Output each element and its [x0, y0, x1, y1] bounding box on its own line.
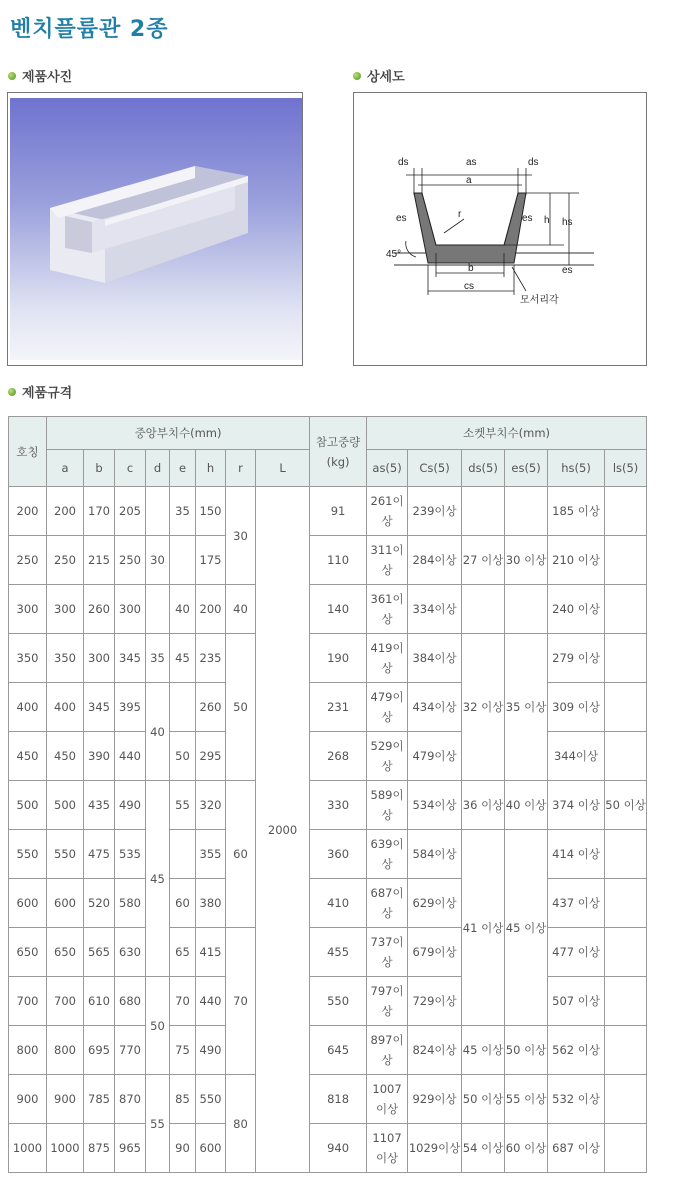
cell-ds: 27 이상 [462, 536, 505, 585]
cell-hs: 240 이상 [548, 585, 605, 634]
cell-as: 361이상 [367, 585, 408, 634]
cell-cs: 384이상 [408, 634, 462, 683]
cell-as: 311이상 [367, 536, 408, 585]
header-col-r: r [226, 450, 256, 487]
cell-ls-empty [605, 683, 647, 732]
cell-ds: 54 이상 [462, 1124, 505, 1173]
cell-hocheong: 600 [9, 879, 47, 928]
photo-section-heading [8, 66, 72, 85]
cell-e: 60 [170, 879, 196, 928]
cell-h: 380 [196, 879, 226, 928]
cell-ds: 41 이상 [462, 830, 505, 1026]
cell-hocheong: 800 [9, 1026, 47, 1075]
cell-d: 35 [146, 634, 170, 683]
cell-e: 65 [170, 928, 196, 977]
cell-ds: 36 이상 [462, 781, 505, 830]
cell-a: 200 [47, 487, 84, 536]
header-col-d: d [146, 450, 170, 487]
cell-weight: 268 [310, 732, 367, 781]
cell-b: 300 [84, 634, 115, 683]
cell-ls-empty [605, 585, 647, 634]
cell-ls-empty [605, 1026, 647, 1075]
cell-hs: 562 이상 [548, 1026, 605, 1075]
cell-d-empty [146, 585, 170, 634]
header-hocheong: 호칭 [9, 417, 47, 487]
cell-as: 261이상 [367, 487, 408, 536]
header-col-e: e [170, 450, 196, 487]
cell-as: 1107 이상 [367, 1124, 408, 1173]
cell-hs: 344이상 [548, 732, 605, 781]
detail-drawing-frame [353, 92, 647, 366]
cell-ls-empty [605, 634, 647, 683]
cell-r: 70 [226, 928, 256, 1075]
cell-as: 419이상 [367, 634, 408, 683]
cell-weight: 190 [310, 634, 367, 683]
cell-weight: 330 [310, 781, 367, 830]
cell-ls-empty [605, 928, 647, 977]
cell-b: 260 [84, 585, 115, 634]
product-photo-frame [7, 92, 303, 366]
flume-channel-image [10, 98, 302, 360]
cell-a: 900 [47, 1075, 84, 1124]
label-es-left: es [396, 213, 407, 224]
product-photo [10, 98, 302, 360]
table-row [9, 536, 647, 585]
cell-h: 175 [196, 536, 226, 585]
cell-hs: 437 이상 [548, 879, 605, 928]
cell-c: 580 [115, 879, 146, 928]
cell-as: 897이상 [367, 1026, 408, 1075]
cell-hocheong: 450 [9, 732, 47, 781]
table-row [9, 683, 647, 732]
cell-h: 355 [196, 830, 226, 879]
cell-c: 870 [115, 1075, 146, 1124]
cell-h: 600 [196, 1124, 226, 1173]
cell-c: 630 [115, 928, 146, 977]
cell-e [170, 683, 196, 732]
cell-hocheong: 500 [9, 781, 47, 830]
spec-section-label: 제품규격 [22, 386, 73, 401]
cell-ls-empty [605, 732, 647, 781]
cell-hocheong: 350 [9, 634, 47, 683]
table-row [9, 928, 647, 977]
cell-hs: 477 이상 [548, 928, 605, 977]
cell-b: 695 [84, 1026, 115, 1075]
cell-cs: 284이상 [408, 536, 462, 585]
page-title: 벤치플륨관 2종 [10, 17, 169, 42]
label-b: b [468, 263, 474, 274]
cell-b: 345 [84, 683, 115, 732]
cell-weight: 110 [310, 536, 367, 585]
cell-cs: 729이상 [408, 977, 462, 1026]
label-h: h [544, 215, 550, 226]
label-angle: 45° [386, 249, 402, 260]
cell-h: 260 [196, 683, 226, 732]
cell-ds-empty [462, 585, 505, 634]
cell-cs: 584이상 [408, 830, 462, 879]
cell-as: 529이상 [367, 732, 408, 781]
cell-e [170, 830, 196, 879]
cell-ds: 45 이상 [462, 1026, 505, 1075]
cell-a: 650 [47, 928, 84, 977]
cell-c: 490 [115, 781, 146, 830]
cell-cs: 334이상 [408, 585, 462, 634]
table-row [9, 879, 647, 928]
cell-e: 35 [170, 487, 196, 536]
label-hs: hs [562, 217, 573, 228]
cell-b: 390 [84, 732, 115, 781]
cell-a: 450 [47, 732, 84, 781]
cell-weight: 140 [310, 585, 367, 634]
cell-c: 535 [115, 830, 146, 879]
cell-es: 30 이상 [505, 536, 548, 585]
cell-r: 50 [226, 634, 256, 781]
label-r: r [458, 209, 462, 220]
cell-h: 490 [196, 1026, 226, 1075]
cell-h: 150 [196, 487, 226, 536]
header-col-as: as(5) [367, 450, 408, 487]
cell-a: 350 [47, 634, 84, 683]
table-row [9, 1075, 647, 1124]
cell-ls-empty [605, 487, 647, 536]
table-row [9, 585, 647, 634]
header-col-es: es(5) [505, 450, 548, 487]
cell-b: 520 [84, 879, 115, 928]
cell-hocheong: 550 [9, 830, 47, 879]
cell-cs: 534이상 [408, 781, 462, 830]
spec-table [8, 416, 647, 1173]
cell-weight: 550 [310, 977, 367, 1026]
cell-h: 295 [196, 732, 226, 781]
cell-cs: 929이상 [408, 1075, 462, 1124]
table-row [9, 487, 647, 536]
header-col-h: h [196, 450, 226, 487]
cell-e: 70 [170, 977, 196, 1026]
cell-b: 475 [84, 830, 115, 879]
cell-c: 345 [115, 634, 146, 683]
cell-c: 965 [115, 1124, 146, 1173]
spec-section-heading [8, 382, 72, 401]
cell-ds-empty [462, 487, 505, 536]
cell-c: 300 [115, 585, 146, 634]
cell-cs: 479이상 [408, 732, 462, 781]
cell-es: 45 이상 [505, 830, 548, 1026]
cell-hs: 309 이상 [548, 683, 605, 732]
cell-ds: 32 이상 [462, 634, 505, 781]
cell-weight: 818 [310, 1075, 367, 1124]
cell-e: 90 [170, 1124, 196, 1173]
cell-h: 440 [196, 977, 226, 1026]
cell-ls-empty [605, 536, 647, 585]
cell-a: 250 [47, 536, 84, 585]
cell-c: 395 [115, 683, 146, 732]
table-row [9, 781, 647, 830]
cell-c: 205 [115, 487, 146, 536]
cell-e: 40 [170, 585, 196, 634]
cell-e: 45 [170, 634, 196, 683]
cell-hocheong: 900 [9, 1075, 47, 1124]
cell-as: 737이상 [367, 928, 408, 977]
detail-section-heading [353, 66, 405, 85]
cell-h: 320 [196, 781, 226, 830]
cell-c: 680 [115, 977, 146, 1026]
cell-hs: 185 이상 [548, 487, 605, 536]
cell-es: 40 이상 [505, 781, 548, 830]
cell-hocheong: 300 [9, 585, 47, 634]
cell-h: 550 [196, 1075, 226, 1124]
cell-e: 75 [170, 1026, 196, 1075]
cell-weight: 940 [310, 1124, 367, 1173]
cell-d-empty [146, 487, 170, 536]
cell-weight: 645 [310, 1026, 367, 1075]
cell-hs: 687 이상 [548, 1124, 605, 1173]
label-ds-left: ds [398, 157, 409, 168]
cell-h: 200 [196, 585, 226, 634]
table-row [9, 977, 647, 1026]
table-row [9, 732, 647, 781]
cell-a: 400 [47, 683, 84, 732]
cell-a: 500 [47, 781, 84, 830]
cell-cs: 1029이상 [408, 1124, 462, 1173]
cell-cs: 434이상 [408, 683, 462, 732]
cell-a: 550 [47, 830, 84, 879]
header-col-ls: ls(5) [605, 450, 647, 487]
cell-hocheong: 400 [9, 683, 47, 732]
cell-h: 235 [196, 634, 226, 683]
cell-r: 30 [226, 487, 256, 585]
cell-a: 600 [47, 879, 84, 928]
cell-es: 35 이상 [505, 634, 548, 781]
cell-hs: 279 이상 [548, 634, 605, 683]
cell-es: 55 이상 [505, 1075, 548, 1124]
label-cs: cs [464, 281, 474, 292]
header-col-b: b [84, 450, 115, 487]
header-col-c: c [115, 450, 146, 487]
cell-ls: 50 이상 [605, 781, 647, 830]
cell-d: 45 [146, 781, 170, 977]
cell-cs: 824이상 [408, 1026, 462, 1075]
cell-b: 610 [84, 977, 115, 1026]
cell-as: 479이상 [367, 683, 408, 732]
cell-weight: 455 [310, 928, 367, 977]
photo-section-label: 제품사진 [22, 70, 73, 85]
label-ds-right: ds [528, 157, 539, 168]
label-es-bottom: es [562, 265, 573, 276]
header-col-a: a [47, 450, 84, 487]
cell-as: 797이상 [367, 977, 408, 1026]
table-row [9, 634, 647, 683]
cell-hs: 210 이상 [548, 536, 605, 585]
cell-d: 30 [146, 536, 170, 585]
cell-b: 170 [84, 487, 115, 536]
cell-weight: 360 [310, 830, 367, 879]
header-socket-dims: 소켓부치수(mm) [367, 417, 647, 450]
header-weight: 참고중량(kg) [310, 417, 367, 487]
cell-hs: 532 이상 [548, 1075, 605, 1124]
cell-hs: 414 이상 [548, 830, 605, 879]
cross-section-diagram [354, 93, 646, 365]
label-es-right: es [522, 213, 533, 224]
cell-ls-empty [605, 1124, 647, 1173]
green-bullet-icon [8, 72, 16, 80]
cell-c: 250 [115, 536, 146, 585]
cell-a: 1000 [47, 1124, 84, 1173]
table-row [9, 830, 647, 879]
cell-cs: 629이상 [408, 879, 462, 928]
cell-weight: 231 [310, 683, 367, 732]
cell-hs: 507 이상 [548, 977, 605, 1026]
header-center-dims: 중앙부치수(mm) [47, 417, 310, 450]
cell-hocheong: 650 [9, 928, 47, 977]
cell-a: 300 [47, 585, 84, 634]
cell-b: 785 [84, 1075, 115, 1124]
cell-h: 415 [196, 928, 226, 977]
detail-section-label: 상세도 [367, 70, 405, 85]
label-a: a [466, 175, 472, 186]
cell-weight: 410 [310, 879, 367, 928]
header-col-hs: hs(5) [548, 450, 605, 487]
header-col-ds: ds(5) [462, 450, 505, 487]
cell-ds: 50 이상 [462, 1075, 505, 1124]
cell-cs: 239이상 [408, 487, 462, 536]
green-bullet-icon [8, 388, 16, 396]
label-as: as [466, 157, 477, 168]
cell-r: 40 [226, 585, 256, 634]
cell-ls-empty [605, 830, 647, 879]
cell-b: 565 [84, 928, 115, 977]
cell-a: 800 [47, 1026, 84, 1075]
green-bullet-icon [353, 72, 361, 80]
cell-e: 50 [170, 732, 196, 781]
cell-c: 440 [115, 732, 146, 781]
cell-r: 60 [226, 781, 256, 928]
cell-a: 700 [47, 977, 84, 1026]
cell-es: 50 이상 [505, 1026, 548, 1075]
cell-as: 687이상 [367, 879, 408, 928]
cell-b: 875 [84, 1124, 115, 1173]
header-col-L: L [256, 450, 310, 487]
table-row [9, 1124, 647, 1173]
cell-as: 1007 이상 [367, 1075, 408, 1124]
cell-hocheong: 250 [9, 536, 47, 585]
cell-es-empty [505, 585, 548, 634]
cell-weight: 91 [310, 487, 367, 536]
cell-as: 589이상 [367, 781, 408, 830]
cell-c: 770 [115, 1026, 146, 1075]
cell-b: 215 [84, 536, 115, 585]
cell-d: 50 [146, 977, 170, 1075]
label-corner: 모서리각 [520, 295, 559, 306]
cell-r: 80 [226, 1075, 256, 1173]
cell-L: 2000 [256, 487, 310, 1173]
cell-as: 639이상 [367, 830, 408, 879]
cell-ls-empty [605, 879, 647, 928]
cell-ls-empty [605, 1075, 647, 1124]
cell-d: 40 [146, 683, 170, 781]
cell-cs: 679이상 [408, 928, 462, 977]
cell-d: 55 [146, 1075, 170, 1173]
cell-b: 435 [84, 781, 115, 830]
cell-hocheong: 200 [9, 487, 47, 536]
table-row [9, 1026, 647, 1075]
cell-hocheong: 1000 [9, 1124, 47, 1173]
cell-e: 85 [170, 1075, 196, 1124]
header-col-cs: Cs(5) [408, 450, 462, 487]
cell-es-empty [505, 487, 548, 536]
cell-es: 60 이상 [505, 1124, 548, 1173]
cell-e: 55 [170, 781, 196, 830]
cell-hocheong: 700 [9, 977, 47, 1026]
cell-hs: 374 이상 [548, 781, 605, 830]
cell-ls-empty [605, 977, 647, 1026]
cell-e [170, 536, 196, 585]
